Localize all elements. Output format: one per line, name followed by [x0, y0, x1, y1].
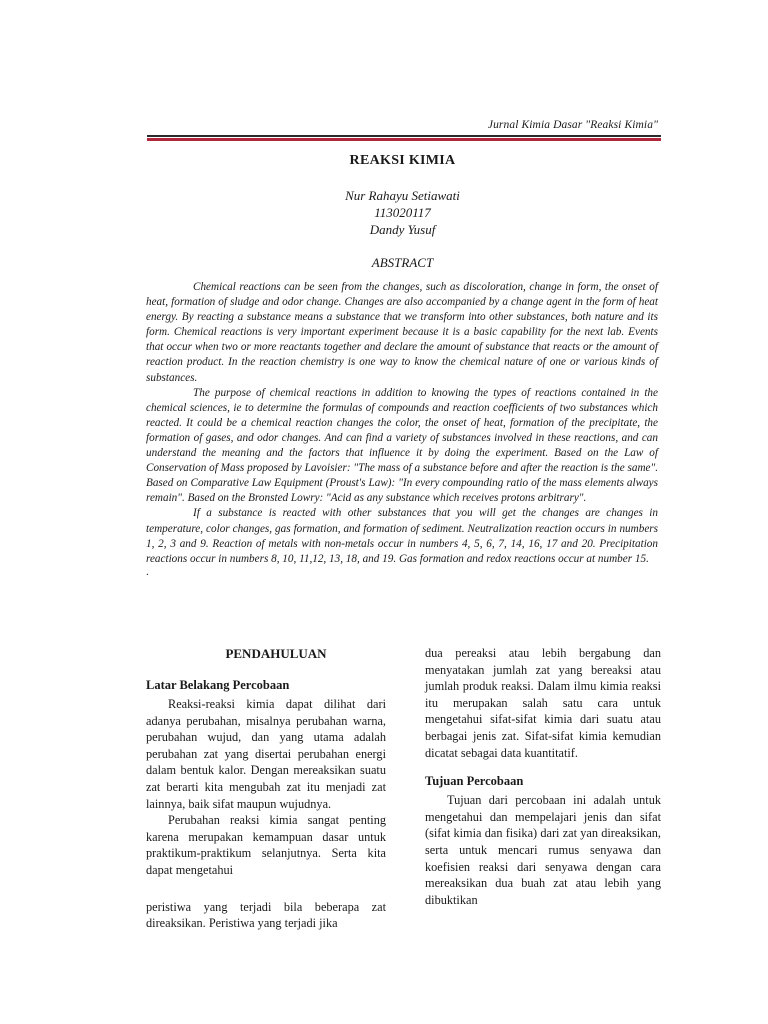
- body-paragraph: Perubahan reaksi kimia sangat penting karena merupakan kemampuan dasar untuk praktikum-praktikum selanjutnya. Serta kita dapat mengetahui: [146, 813, 386, 877]
- abstract: [146, 280, 658, 579]
- abstract-paragraph: If a substance is reacted with other substances that you will get the changes are changes in temperature, color changes, gas formation, and formation of sediment. Neutralization reaction occurs in numbers 1, 2, 3 and 9. Reaction of metals with non-metals occur in numbers 4, 5, 6, 7, 14, 16, 17 and 20. Precipitation reactions occur in numbers 8, 10, 11,12, 13, 18, and 19. Gas formation and redox reactions occur at number 15.: [146, 507, 658, 565]
- right-column: [425, 645, 661, 908]
- body-paragraph: Reaksi-reaksi kimia dapat dilihat dari adanya perubahan, misalnya perubahan warna, perubahan wujud, dan yang utama adalah perubahan zat yang disertai perubahan energi dalam bentuk kalor. Dengan mereaksikan suatu zat berarti kita mengubah zat itu menjadi zat lainnya, baik sifat maupun wujudnya.: [146, 697, 386, 811]
- abstract-heading: ABSTRACT: [371, 255, 434, 270]
- body-paragraph: Tujuan dari percobaan ini adalah untuk mengetahui dan mempelajari jenis dan sifat (sifat kimia dan fisika) dari zat yan direaksikan, serta untuk mencari rumus senyawa dan koefisien reaksi dari senyawa dengan cara mereaksikan dua buah zat atau lebih yang dibuktikan: [425, 793, 661, 907]
- author-name: Nur Rahayu Setiawati: [345, 188, 460, 203]
- abstract-trailing-mark: .: [146, 565, 149, 578]
- author-block: [0, 187, 768, 238]
- header-rule-dark: [147, 135, 661, 137]
- column-gap: [146, 879, 386, 899]
- paper-title: REAKSI KIMIA: [349, 153, 456, 168]
- running-head: Jurnal Kimia Dasar "Reaksi Kimia": [487, 119, 658, 131]
- section-heading: PENDAHULUAN: [225, 646, 327, 661]
- author-id: 113020117: [374, 205, 431, 220]
- subsection-heading: Latar Belakang Percobaan: [146, 678, 290, 692]
- left-column: [146, 645, 386, 932]
- author-name: Dandy Yusuf: [369, 222, 436, 237]
- abstract-paragraph: Chemical reactions can be seen from the changes, such as discoloration, change in form, the onset of heat, formation of sludge and odor change. Changes are also accompanied by a change agent in the form of heat energy. By reacting a substance means a substance that we transform into other substances, both nature and its form. Chemical reactions is very important experiment because it is a basic capability for the next lab. Events that occur when two or more reactants together and declare the amount of substance that reacts or the amount of reaction product. In the reaction chemistry is one way to know the chemical nature of one or various kinds of substances.: [146, 281, 658, 384]
- abstract-paragraph: The purpose of chemical reactions in addition to knowing the types of reactions contained in the chemical sciences, ie to determine the formulas of compounds and reaction coefficients of two substances which reacted. It could be a chemical reaction changes the color, the onset of heat, formation of the precipitate, the formation of gases, and odor changes. And can find a variety of substances involved in these reactions, and can understand the meaning and the factors that influence it by doing the experiment. Based on the Law of Conservation of Mass proposed by Lavoisier: "The mass of a substance before and after the reaction is the same". Based on Comparative Law Equipment (Proust's Law): "In every compounding ratio of the mass elements always remain". Based on the Bronsted Lowry: "Acid as any substance which receives protons arbitrary".: [146, 386, 658, 505]
- header-rule-red: [147, 138, 661, 141]
- body-paragraph: peristiwa yang terjadi bila beberapa zat direaksikan. Peristiwa yang terjadi jika: [146, 899, 386, 931]
- body-paragraph: dua pereaksi atau lebih bergabung dan menyatakan jumlah zat yang bereaksi atau jumlah produk reaksi. Dalam ilmu kimia reaksi itu merupakan salah satu cara untuk mengetahui sifat-sifat kimia dari suatu atau berbagai jenis zat. Sifat-sifat kimia kemudian dicatat sebagai data kuantitatif.: [425, 646, 661, 760]
- subsection-heading: Tujuan Percobaan: [425, 774, 524, 789]
